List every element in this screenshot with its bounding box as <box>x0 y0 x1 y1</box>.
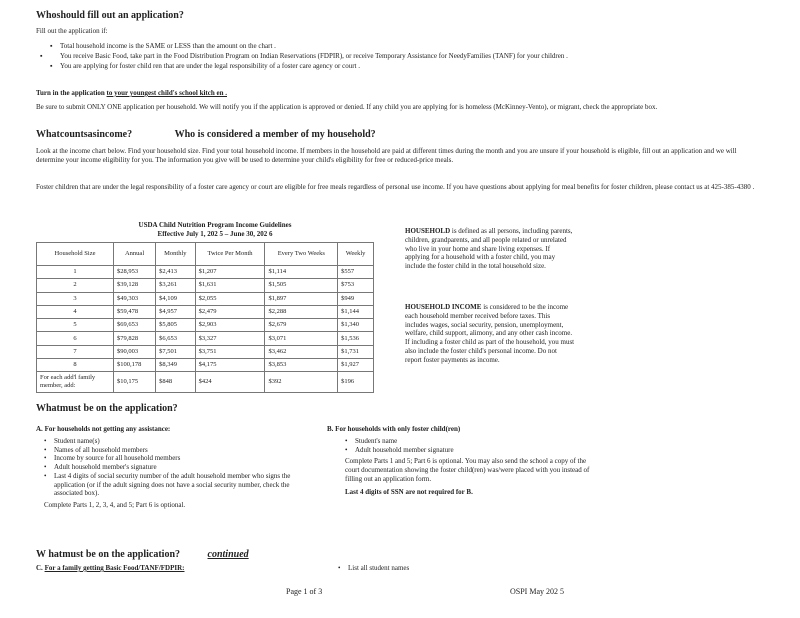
cell-additional-label: For each add'l family member, add: <box>37 372 114 393</box>
what-counts-para2: Foster children that are under the legal responsibility of a foster care agency or court are eligible for free meals regardless of personal use income. If you have questions about applying for meal benefits for foster children, please contact us at 425-385-4380 . <box>36 183 755 191</box>
table-cell: $1,144 <box>338 305 374 318</box>
section-b-title-text: For households with only foster child(ren) <box>335 425 461 433</box>
table-cell: $557 <box>338 266 374 279</box>
table-cell: $100,178 <box>114 359 156 372</box>
continued-list <box>338 564 409 573</box>
section-b <box>327 425 592 496</box>
table-cell: $49,303 <box>114 292 156 305</box>
who-item-3: You are applying for foster child ren that are under the legal responsibility of a foster care agency or court . <box>60 61 360 70</box>
who-should-list <box>40 42 770 70</box>
table-row-additional <box>37 372 374 393</box>
table-cell: $90,003 <box>114 345 156 358</box>
section-c-title <box>36 564 184 573</box>
table-row <box>37 305 374 318</box>
table-cell: $949 <box>338 292 374 305</box>
square-bullet-icon: ▪ <box>50 42 53 50</box>
table-cell: $1,340 <box>338 319 374 332</box>
table-cell: $59,478 <box>114 305 156 318</box>
cell-household-size: 1 <box>37 266 114 279</box>
list-item: • Income by source for all household members <box>44 454 306 463</box>
household-definition <box>405 227 575 271</box>
guidelines-title-text: USDA Child Nutrition Program Income Guidelines <box>138 221 292 229</box>
table-cell: $3,751 <box>195 345 265 358</box>
header-twice-month: Twice Per Month <box>195 243 265 266</box>
cell-household-size: 8 <box>37 359 114 372</box>
table-row <box>37 279 374 292</box>
page-number: Page 1 of 3 <box>286 587 323 596</box>
table-cell: $3,462 <box>265 345 338 358</box>
income-guidelines-table <box>36 242 374 393</box>
table-header-row <box>37 243 374 266</box>
table-cell: $79,828 <box>114 332 156 345</box>
who-should-heading: Whoshould fill out an application? <box>36 10 184 21</box>
section-a <box>36 425 306 510</box>
table-cell: $4,109 <box>156 292 195 305</box>
table-cell: $39,128 <box>114 279 156 292</box>
cell-additional-annual: $10,175 <box>114 372 156 393</box>
table-cell: $28,953 <box>114 266 156 279</box>
cell-additional-monthly: $848 <box>156 372 195 393</box>
list-item: • Last 4 digits of social security number of the adult household member who signs the application (or if the adult signing does not have a social security number, check the associated box). <box>44 472 306 498</box>
table-cell: $69,653 <box>114 319 156 332</box>
continued-label: continued <box>207 549 249 560</box>
cell-additional-weekly: $196 <box>338 372 374 393</box>
section-c-label: C. <box>36 564 43 572</box>
table-row <box>37 332 374 345</box>
continued-title: W hatmust be on the application? <box>36 549 181 560</box>
table-cell: $1,505 <box>265 279 338 292</box>
who-should-intro: Fill out the application if: <box>36 27 108 35</box>
guidelines-title <box>120 221 310 239</box>
table-cell: $6,653 <box>156 332 195 345</box>
what-must-heading: Whatmust be on the application? <box>36 403 178 414</box>
table-cell: $8,349 <box>156 359 195 372</box>
section-c-title-text: For a family getting Basic Food/TANF/FDPIR: <box>44 564 185 572</box>
table-cell: $3,071 <box>265 332 338 345</box>
section-b-ssn-note: Last 4 digits of SSN are not required for B. <box>345 487 473 496</box>
cell-household-size: 6 <box>37 332 114 345</box>
table-cell: $1,114 <box>265 266 338 279</box>
table-cell: $4,175 <box>195 359 265 372</box>
cell-household-size: 4 <box>37 305 114 318</box>
table-cell: $3,853 <box>265 359 338 372</box>
table-cell: $1,927 <box>338 359 374 372</box>
table-cell: $3,327 <box>195 332 265 345</box>
what-counts-title: Whatcountsasincome? <box>36 129 133 140</box>
table-cell: $1,897 <box>265 292 338 305</box>
table-row <box>37 345 374 358</box>
section-a-complete: Complete Parts 1, 2, 3, 4, and 5; Part 6 is optional. <box>44 501 186 509</box>
section-b-title <box>327 425 592 434</box>
header-annual: Annual <box>114 243 156 266</box>
be-sure-text: Be sure to submit ONLY ONE application per household. We will notify you if the application is approved or denied. If any child you are applying for is homeless (McKinney-Vento), or migrant, check the appropriate box. <box>36 103 658 111</box>
who-item-2: You receive Basic Food, take part in the Food Distribution Program on Indian Reservations (FDPIR), or receive Temporary Assistance for NeedyFamilies (TANF) for your children . <box>60 51 568 60</box>
what-counts-para1: Look at the income chart below. Find your household size. Find your total household income. If members in the household are paid at different times during the month and you are unsure if your household is eligible, fill out an application and we will determine your income eligibility for you. The information you give will be used to determine your child's eligibility for free or reduced-price meals. <box>36 147 737 164</box>
table-cell: $5,805 <box>156 319 195 332</box>
household-income-text: is considered to be the income each household member received before taxes. This includes wages, social security, pension, unemployment, welfare, child support, alimony, and any other cash income. If including a foster child as part of the household, you must also include the foster child's personal income. Do not report foster payments as income. <box>405 303 575 364</box>
cell-household-size: 5 <box>37 319 114 332</box>
table-cell: $7,501 <box>156 345 195 358</box>
list-item: • List all student names <box>338 564 409 573</box>
table-row <box>37 359 374 372</box>
list-item: • Names of all household members <box>44 446 306 455</box>
table-row <box>37 266 374 279</box>
continued-heading <box>36 549 249 562</box>
table-cell: $2,479 <box>195 305 265 318</box>
who-member-title: Who is considered a member of my household? <box>174 129 376 140</box>
section-a-list <box>44 437 306 498</box>
section-a-title <box>36 425 306 434</box>
table-row <box>37 319 374 332</box>
turn-in-line <box>36 89 227 98</box>
cell-additional-biweekly: $392 <box>265 372 338 393</box>
household-income-definition <box>405 303 575 364</box>
cell-household-size: 7 <box>37 345 114 358</box>
list-item: • Adult household member signature <box>345 446 592 455</box>
table-cell: $753 <box>338 279 374 292</box>
table-cell: $3,261 <box>156 279 195 292</box>
household-text: is defined as all persons, including parents, children, grandparents, and all people related or unrelated who live in your home and share living expenses. If applying for a household with a foster child, you may include the foster child in the total household size. <box>405 227 573 270</box>
header-weekly: Weekly <box>338 243 374 266</box>
table-cell: $2,288 <box>265 305 338 318</box>
table-cell: $2,679 <box>265 319 338 332</box>
guidelines-effective: Effective July 1, 202 5 – June 30, 202 6 <box>157 229 273 238</box>
section-b-list <box>345 437 592 455</box>
section-a-title-text: For households not getting any assistance: <box>44 425 171 433</box>
household-label: HOUSEHOLD <box>405 227 451 235</box>
table-cell: $1,207 <box>195 266 265 279</box>
footer-org-date: OSPI May 202 5 <box>510 587 565 596</box>
section-b-label: B. <box>327 425 334 433</box>
cell-household-size: 2 <box>37 279 114 292</box>
list-item: • Adult household member's signature <box>44 463 306 472</box>
table-cell: $1,631 <box>195 279 265 292</box>
square-bullet-icon: ▪ <box>40 51 43 60</box>
table-cell: $4,957 <box>156 305 195 318</box>
header-monthly: Monthly <box>156 243 195 266</box>
list-item: • Student's name <box>345 437 592 446</box>
table-cell: $1,536 <box>338 332 374 345</box>
table-row <box>37 292 374 305</box>
turn-in-label: Turn in the application <box>36 89 105 97</box>
cell-additional-twice: $424 <box>195 372 265 393</box>
square-bullet-icon: ▪ <box>50 61 53 70</box>
table-cell: $1,731 <box>338 345 374 358</box>
section-b-complete: Complete Parts 1 and 5; Part 6 is optional. You may also send the school a copy of the court documentation showing the foster child(ren) was/were placed with you instead of filling out an application form. <box>345 457 590 483</box>
table-cell: $2,903 <box>195 319 265 332</box>
who-item-1: Total household income is the SAME or LESS than the amount on the chart . <box>60 42 276 50</box>
table-cell: $2,055 <box>195 292 265 305</box>
header-every-two-weeks: Every Two Weeks <box>265 243 338 266</box>
table-cell: $2,413 <box>156 266 195 279</box>
list-item: • Student name(s) <box>44 437 306 446</box>
section-a-label: A. <box>36 425 43 433</box>
header-household-size: Household Size <box>37 243 114 266</box>
household-income-label: HOUSEHOLD INCOME <box>405 303 482 311</box>
what-counts-heading <box>36 129 376 142</box>
cell-household-size: 3 <box>37 292 114 305</box>
turn-in-target: to your youngest child's school kitch en . <box>106 89 227 97</box>
